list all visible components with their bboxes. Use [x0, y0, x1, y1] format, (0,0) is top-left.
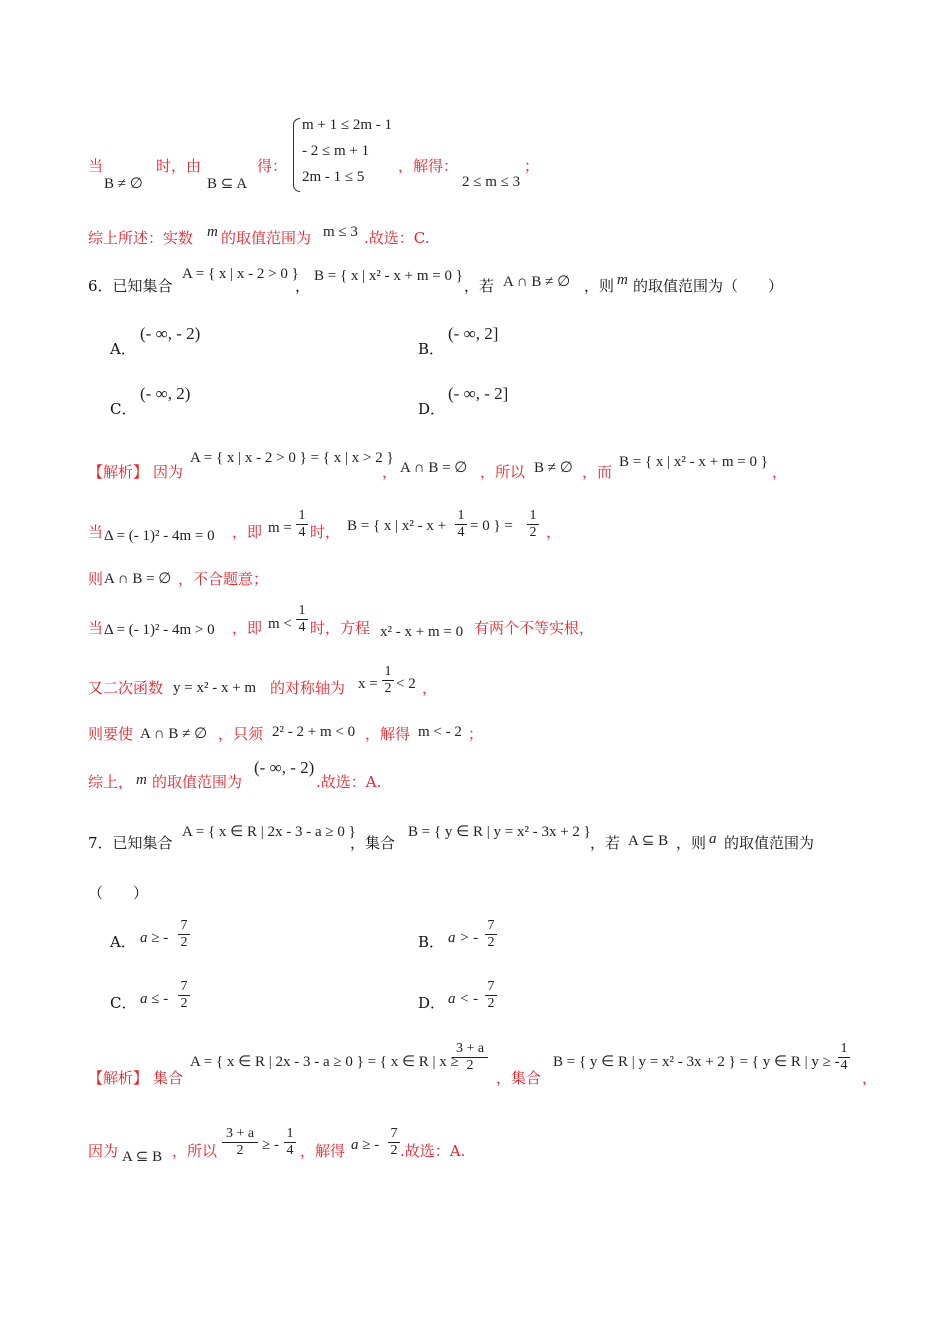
- sol5-result: 2 ≤ m ≤ 3: [462, 174, 521, 190]
- q6-option-b-value[interactable]: (- ∞, 2]: [448, 324, 499, 343]
- sol6-l5-lt2: < 2: [396, 676, 416, 692]
- sol6-l6-b: ，只须: [218, 725, 264, 743]
- q7-option-d-frac[interactable]: $\frac{7}{2}$: [485, 979, 497, 1012]
- sol7-l2-ge: ≥ -: [262, 1137, 279, 1153]
- q7-stem-b: ，集合: [350, 834, 396, 852]
- sol6-l6-result: m < - 2: [418, 724, 462, 740]
- sol6-l1-a: 因为: [153, 463, 184, 481]
- system-eq-2: - 2 ≤ m + 1: [302, 143, 370, 159]
- sol6-l1-d: ，而: [582, 463, 613, 481]
- sol6-l4-b: ，即: [232, 619, 263, 637]
- q7-stem-c: ，若: [590, 834, 621, 852]
- q6-option-a-value[interactable]: (- ∞, - 2): [140, 324, 201, 343]
- sol6-l1-set-b: B = { x | x² - x + m = 0 }: [619, 454, 768, 470]
- sol6-l4-frac: $\frac{1}{4}$: [296, 603, 308, 636]
- sol7-tag: 【解析】: [88, 1069, 149, 1087]
- sol6-l7-b: 的取值范围为: [152, 773, 243, 791]
- sol6-l3-b: ，不合题意；: [178, 570, 269, 588]
- sol6-answer: .故选：A.: [316, 773, 382, 791]
- q7-option-a-label[interactable]: A．: [110, 933, 136, 951]
- q7-option-b-op[interactable]: a > -: [448, 930, 479, 946]
- q6-stem-e: 的取值范围为（ ）: [633, 277, 784, 295]
- sol6-l5-b: 的对称轴为: [270, 679, 346, 697]
- sol6-l1-b-nonempty: B ≠ ∅: [534, 460, 573, 476]
- q7-stem-d: ，则: [676, 834, 707, 852]
- q6-option-b-label[interactable]: B．: [418, 340, 445, 358]
- sol6-tag: 【解析】: [88, 463, 149, 481]
- sol5-summary-b: 的取值范围为: [221, 229, 312, 247]
- sol7-l1-b: ，集合: [496, 1069, 542, 1087]
- sol6-l1-cap: A ∩ B = ∅: [400, 460, 468, 476]
- sol6-l4-eq: x² - x + m = 0: [380, 624, 464, 640]
- sol5-summary-a: 综上所述：实数: [88, 229, 194, 247]
- sol7-l1-set-b: B = { y ∈ R | y = x² - 3x + 2 } = { y ∈ R | y ≥ -: [553, 1054, 840, 1070]
- sol6-l7-range: (- ∞, - 2): [254, 758, 315, 777]
- sol6-l2-frac3: $\frac{1}{2}$: [527, 508, 539, 541]
- q7-stem-e: 的取值范围为: [724, 834, 815, 852]
- sol5-summary-range: m ≤ 3: [323, 224, 358, 240]
- sol6-l5-c: ，: [422, 679, 438, 697]
- q7-option-c-label[interactable]: C．: [110, 994, 137, 1012]
- sol6-l6-ineq: 2² - 2 + m < 0: [272, 724, 356, 740]
- sol6-l2-set: B = { x | x² - x +: [347, 518, 447, 534]
- q7-option-a-frac[interactable]: $\frac{7}{2}$: [178, 918, 190, 951]
- q6-stem-b: ，: [295, 277, 311, 295]
- sol6-l2-delta: Δ = (- 1)² - 4m = 0: [104, 528, 215, 544]
- sol7-l1-a: 集合: [153, 1069, 184, 1087]
- q6-set-a: A = { x | x - 2 > 0 }: [182, 266, 299, 282]
- sol6-l5-frac: $\frac{1}{2}$: [382, 664, 394, 697]
- sol6-l5-func: y = x² - x + m: [173, 680, 257, 696]
- sol6-l4-a: 当: [88, 619, 104, 637]
- sol6-l1-c: ，所以: [480, 463, 526, 481]
- sol6-l2-frac2: $\frac{1}{4}$: [455, 508, 467, 541]
- q7-paren: （ ）: [88, 884, 149, 902]
- sol6-l1-b: ，: [382, 463, 398, 481]
- q6-stem-c: ，若: [464, 277, 495, 295]
- sol7-l1-frac: $\frac{3 + a}{2}$: [452, 1041, 488, 1074]
- sol6-l3-cap: A ∩ B = ∅: [104, 571, 172, 587]
- sol6-l5-a: 又二次函数: [88, 679, 164, 697]
- sol7-l2-b: ，所以: [172, 1142, 218, 1160]
- q6-var: m: [617, 272, 628, 288]
- sol6-l5-x-eq: x =: [358, 676, 378, 692]
- sol5-cond: B ≠ ∅: [104, 176, 143, 192]
- sol6-l1-set-a: A = { x | x - 2 > 0 } = { x | x > 2 }: [190, 450, 394, 466]
- q7-stem-a: 7．已知集合: [88, 834, 173, 852]
- system-eq-3: 2m - 1 ≤ 5: [302, 169, 365, 185]
- q6-option-c-value[interactable]: (- ∞, 2): [140, 384, 191, 403]
- sol5-text-get: 得：: [257, 157, 288, 175]
- q7-option-b-frac[interactable]: $\frac{7}{2}$: [485, 918, 497, 951]
- q7-set-b: B = { y ∈ R | y = x² - 3x + 2 }: [408, 824, 591, 840]
- sol5-summary-var: m: [207, 224, 218, 240]
- sol7-l1-set-a: A = { x ∈ R | 2x - 3 - a ≥ 0 } = { x ∈ R | x ≥: [190, 1054, 459, 1070]
- q7-condition: A ⊆ B: [628, 833, 669, 849]
- sol7-l2-subset: A ⊆ B: [122, 1149, 163, 1165]
- sol6-l4-delta: Δ = (- 1)² - 4m > 0: [104, 622, 215, 638]
- sol6-l2-a: 当: [88, 523, 104, 541]
- sol6-l6-d: ；: [468, 725, 484, 743]
- sol7-l2-a: 因为: [88, 1142, 119, 1160]
- sol6-l6-c: ，解得: [365, 725, 411, 743]
- sol6-l7-a: 综上，: [88, 773, 134, 791]
- sol7-l2-result: a ≥ -: [351, 1137, 380, 1153]
- sol6-l2-frac: $\frac{1}{4}$: [296, 508, 308, 541]
- sol7-l2-c: ，解得: [300, 1142, 346, 1160]
- sol6-l3-a: 则: [88, 570, 104, 588]
- sol6-l1-e: ，: [772, 463, 788, 481]
- sol5-text-solve: ，解得：: [398, 157, 459, 175]
- sol7-l1-c: ，: [862, 1069, 878, 1087]
- sol7-l2-frac: $\frac{3 + a}{2}$: [222, 1126, 258, 1159]
- q7-option-d-op[interactable]: a < -: [448, 991, 479, 1007]
- sol5-text-when: 当: [88, 157, 104, 175]
- sol6-l6-a: 则要使: [88, 725, 134, 743]
- sol5-answer: .故选：C.: [364, 229, 430, 247]
- sol6-l6-cap: A ∩ B ≠ ∅: [140, 726, 208, 742]
- sol6-l2-d: ，: [546, 523, 562, 541]
- q6-option-d-value[interactable]: (- ∞, - 2]: [448, 384, 509, 403]
- q7-option-d-label[interactable]: D．: [418, 994, 446, 1012]
- sol6-l2-b: ，即: [232, 523, 263, 541]
- q7-set-a: A = { x ∈ R | 2x - 3 - a ≥ 0 }: [182, 824, 356, 840]
- sol6-l7-var: m: [136, 772, 147, 788]
- q6-condition: A ∩ B ≠ ∅: [503, 274, 571, 290]
- sol7-answer: .故选：A.: [400, 1142, 466, 1160]
- q7-option-c-op[interactable]: a ≤ -: [140, 991, 169, 1007]
- q6-stem-d: ，则: [584, 277, 615, 295]
- sol6-l4-c: 时，方程: [310, 619, 371, 637]
- q7-option-a-op[interactable]: a ≥ -: [140, 930, 169, 946]
- q6-option-d-label[interactable]: D．: [418, 400, 446, 418]
- sol6-l4-m-lt: m <: [268, 616, 292, 632]
- sol6-l2-m-eq: m =: [268, 520, 292, 536]
- q7-option-b-label[interactable]: B．: [418, 933, 445, 951]
- sol7-l2-frac3: $\frac{7}{2}$: [388, 1126, 400, 1159]
- sol5-subset: B ⊆ A: [207, 176, 248, 192]
- sol6-l2-eq: = 0 } =: [470, 518, 513, 534]
- sol7-l2-frac2: $\frac{1}{4}$: [284, 1126, 296, 1159]
- q7-var: a: [709, 831, 717, 847]
- system-brace: [293, 118, 300, 192]
- sol5-semicolon: ；: [524, 157, 540, 175]
- q7-option-c-frac[interactable]: $\frac{7}{2}$: [178, 979, 190, 1012]
- q6-option-c-label[interactable]: C．: [110, 400, 137, 418]
- q6-option-a-label[interactable]: A．: [110, 340, 136, 358]
- sol7-l1-frac2: $\frac{1}{4}$: [838, 1041, 850, 1074]
- q6-stem-a: 6．已知集合: [88, 277, 173, 295]
- sol6-l2-c: 时，: [310, 523, 341, 541]
- sol5-text-by: 时，由: [156, 157, 202, 175]
- q6-set-b: B = { x | x² - x + m = 0 }: [314, 268, 463, 284]
- sol6-l4-d: 有两个不等实根，: [474, 619, 595, 637]
- system-eq-1: m + 1 ≤ 2m - 1: [302, 117, 393, 133]
